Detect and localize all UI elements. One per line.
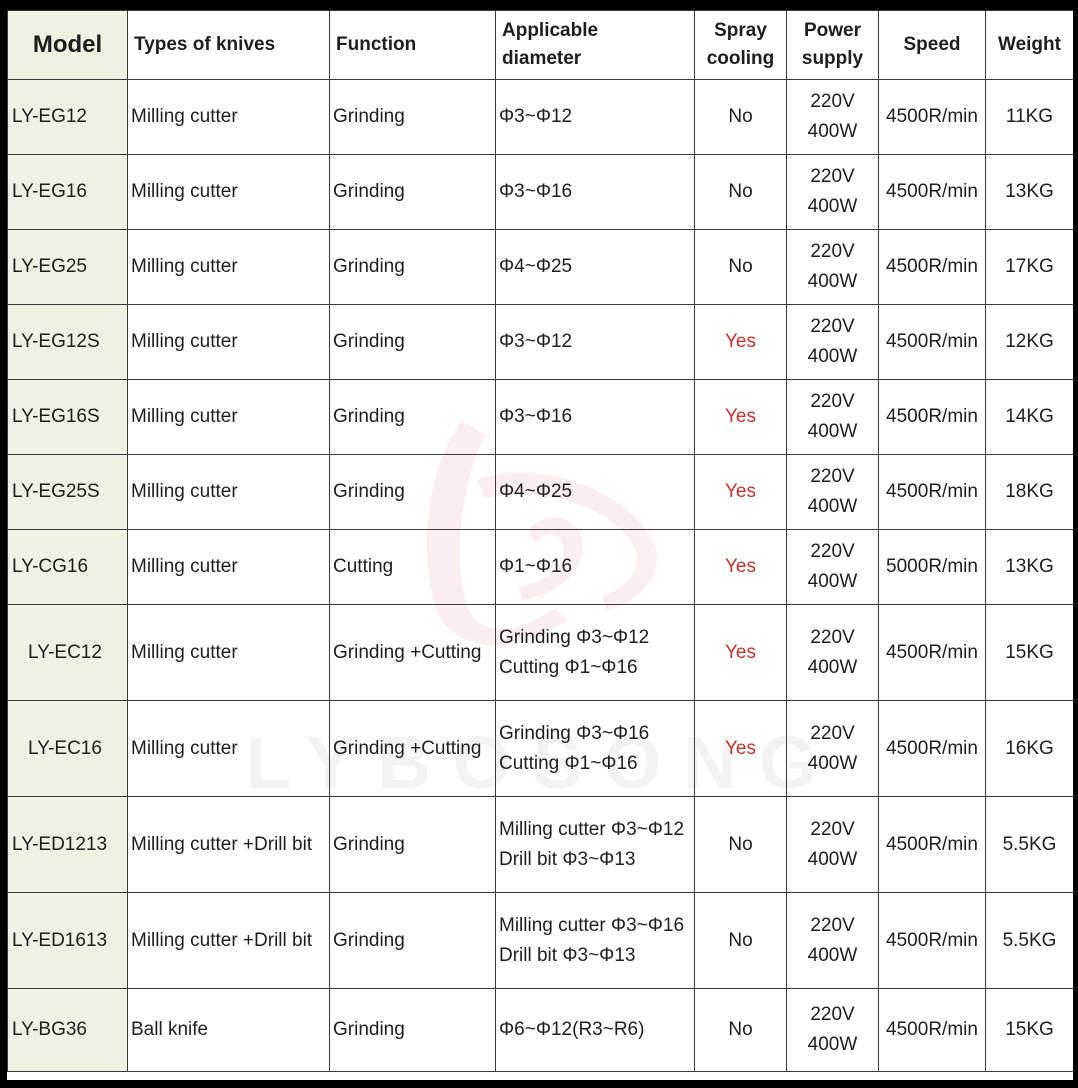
cell-power-supply [787,455,879,530]
table-row [8,305,1074,380]
power-line: 220V [810,541,855,562]
cell-power-supply [787,530,879,605]
diameter-line: Grinding Φ3~Φ16 [499,722,650,744]
cell-spray-cooling: No [695,797,787,893]
cell-function: Grinding [330,80,496,155]
cell-type: Milling cutter [128,380,330,455]
header-weight: Weight [986,11,1074,80]
cell-speed: 4500R/min [879,80,986,155]
header-power-line2: supply [801,48,864,69]
power-line: 220V [810,914,855,936]
cell-model: LY-BG36 [8,989,128,1072]
cell-power-supply [787,80,879,155]
diameter-line: Φ3~Φ12 [499,106,573,127]
cell-function: Grinding [330,380,496,455]
cell-model: LY-EG25 [8,230,128,305]
power-line: 400W [807,944,858,966]
cell-spray-cooling: No [695,80,787,155]
product-spec-table [7,10,1073,1072]
table-body [8,80,1074,1072]
cell-spray-cooling: No [695,230,787,305]
power-line: 400W [807,271,858,292]
cell-type: Milling cutter [128,80,330,155]
header-function: Function [330,11,496,80]
cell-weight: 15KG [986,605,1074,701]
table-row [8,80,1074,155]
cell-power-supply [787,155,879,230]
power-line: 220V [810,626,855,648]
cell-speed: 4500R/min [879,893,986,989]
cell-function: Grinding [330,893,496,989]
power-line: 220V [810,166,855,187]
diameter-line: Φ1~Φ16 [499,556,573,577]
diameter-line: Milling cutter Φ3~Φ12 [499,818,685,840]
cell-spray-cooling: Yes [695,380,787,455]
cell-function: Cutting [330,530,496,605]
cell-power-supply [787,893,879,989]
cell-type: Milling cutter [128,155,330,230]
diameter-line: Φ3~Φ16 [499,406,573,427]
header-spray-line1: Spray [714,20,767,41]
header-diameter [496,11,695,80]
cell-type: Milling cutter [128,455,330,530]
cell-speed: 4500R/min [879,605,986,701]
table-row [8,605,1074,701]
cell-diameter [496,155,695,230]
cell-type: Milling cutter [128,305,330,380]
cell-power-supply [787,701,879,797]
diameter-line: Cutting Φ1~Φ16 [499,656,638,678]
power-line: 220V [810,241,855,262]
cell-power-supply [787,380,879,455]
table-row [8,455,1074,530]
cell-type: Ball knife [128,989,330,1072]
power-line: 400W [807,848,858,870]
cell-diameter [496,989,695,1072]
cell-diameter [496,893,695,989]
power-line: 220V [810,316,855,337]
cell-speed: 4500R/min [879,989,986,1072]
header-row [8,11,1074,80]
diameter-line: Grinding Φ3~Φ12 [499,626,650,648]
power-line: 400W [807,752,858,774]
cell-function: Grinding [330,455,496,530]
power-line: 220V [810,818,855,840]
cell-weight: 11KG [986,80,1074,155]
header-model: Model [8,11,128,80]
table-row [8,701,1074,797]
cell-spray-cooling: Yes [695,305,787,380]
cell-spray-cooling: Yes [695,605,787,701]
cell-power-supply [787,989,879,1072]
cell-function: Grinding [330,155,496,230]
cell-diameter [496,380,695,455]
cell-model: LY-EC12 [8,605,128,701]
top-border [0,0,1078,10]
cell-power-supply [787,605,879,701]
diameter-line: Φ3~Φ12 [499,331,573,352]
cell-speed: 5000R/min [879,530,986,605]
power-line: 400W [807,571,858,592]
header-power-line1: Power [803,20,862,41]
cell-power-supply [787,797,879,893]
cell-speed: 4500R/min [879,305,986,380]
cell-spray-cooling: Yes [695,455,787,530]
cell-speed: 4500R/min [879,380,986,455]
cell-model: LY-EG12S [8,305,128,380]
spec-sheet [7,10,1073,1080]
header-types: Types of knives [128,11,330,80]
cell-function: Grinding [330,989,496,1072]
cell-weight: 13KG [986,155,1074,230]
diameter-line: Drill bit Φ3~Φ13 [499,944,636,966]
cell-diameter [496,605,695,701]
cell-spray-cooling: No [695,989,787,1072]
cell-type: Milling cutter +Drill bit [128,893,330,989]
cell-power-supply [787,230,879,305]
table-row [8,989,1074,1072]
power-line: 220V [810,466,855,487]
header-diameter-line1: Applicable [502,20,599,41]
cell-diameter [496,230,695,305]
table-row [8,797,1074,893]
power-line: 220V [810,391,855,412]
power-line: 400W [807,1034,858,1055]
diameter-line: Cutting Φ1~Φ16 [499,752,638,774]
cell-function: Grinding +Cutting [330,701,496,797]
cell-type: Milling cutter [128,701,330,797]
cell-diameter [496,455,695,530]
cell-weight: 12KG [986,305,1074,380]
cell-function: Grinding [330,230,496,305]
power-line: 400W [807,121,858,142]
power-line: 400W [807,196,858,217]
power-line: 220V [810,1004,855,1025]
cell-speed: 4500R/min [879,455,986,530]
cell-speed: 4500R/min [879,230,986,305]
power-line: 220V [810,91,855,112]
cell-model: LY-EC16 [8,701,128,797]
power-line: 400W [807,346,858,367]
cell-diameter [496,305,695,380]
cell-model: LY-EG25S [8,455,128,530]
cell-speed: 4500R/min [879,701,986,797]
diameter-line: Φ3~Φ16 [499,181,573,202]
cell-model: LY-EG16S [8,380,128,455]
table-row [8,380,1074,455]
cell-weight: 16KG [986,701,1074,797]
cell-model: LY-EG16 [8,155,128,230]
table-row [8,230,1074,305]
table-row [8,155,1074,230]
power-line: 400W [807,656,858,678]
cell-weight: 15KG [986,989,1074,1072]
cell-diameter [496,530,695,605]
cell-function: Grinding [330,797,496,893]
header-power [787,11,879,80]
cell-spray-cooling: No [695,893,787,989]
diameter-line: Drill bit Φ3~Φ13 [499,848,636,870]
cell-type: Milling cutter [128,605,330,701]
cell-function: Grinding [330,305,496,380]
cell-speed: 4500R/min [879,797,986,893]
cell-spray-cooling: Yes [695,701,787,797]
diameter-line: Φ4~Φ25 [499,256,573,277]
cell-weight: 18KG [986,455,1074,530]
table-row [8,893,1074,989]
cell-type: Milling cutter [128,230,330,305]
cell-weight: 14KG [986,380,1074,455]
header-spray [695,11,787,80]
cell-speed: 4500R/min [879,155,986,230]
cell-type: Milling cutter +Drill bit [128,797,330,893]
cell-diameter [496,797,695,893]
cell-diameter [496,80,695,155]
cell-weight: 13KG [986,530,1074,605]
diameter-line: Φ4~Φ25 [499,481,573,502]
cell-diameter [496,701,695,797]
cell-spray-cooling: No [695,155,787,230]
cell-weight: 17KG [986,230,1074,305]
cell-model: LY-EG12 [8,80,128,155]
power-line: 220V [810,722,855,744]
cell-model: LY-ED1613 [8,893,128,989]
header-diameter-line2: diameter [502,48,582,69]
power-line: 400W [807,496,858,517]
diameter-line: Milling cutter Φ3~Φ16 [499,914,685,936]
cell-weight: 5.5KG [986,893,1074,989]
cell-power-supply [787,305,879,380]
cell-model: LY-ED1213 [8,797,128,893]
cell-weight: 5.5KG [986,797,1074,893]
cell-model: LY-CG16 [8,530,128,605]
header-speed: Speed [879,11,986,80]
cell-type: Milling cutter [128,530,330,605]
table-row [8,530,1074,605]
header-spray-line2: cooling [706,48,775,69]
power-line: 400W [807,421,858,442]
cell-spray-cooling: Yes [695,530,787,605]
diameter-line: Φ6~Φ12(R3~R6) [499,1019,645,1040]
cell-function: Grinding +Cutting [330,605,496,701]
